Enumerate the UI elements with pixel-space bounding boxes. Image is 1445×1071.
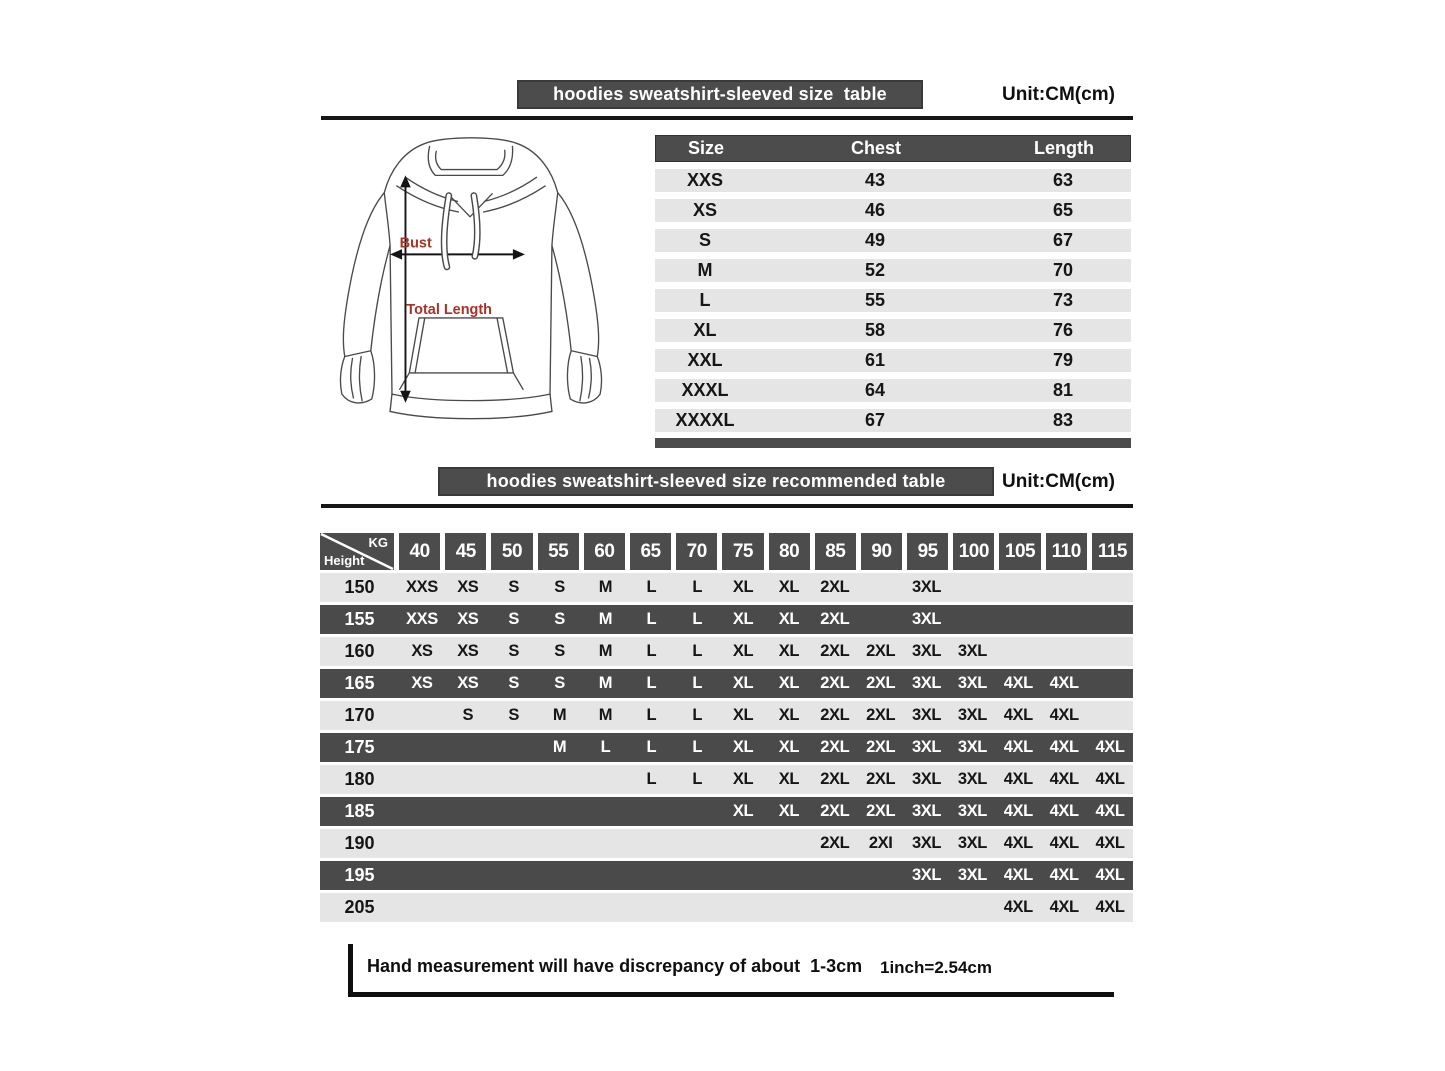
section1-title-bar	[517, 80, 923, 109]
section2-unit-label: Unit:CM(cm)	[1002, 471, 1115, 492]
recommended-size-cell: 3XL	[957, 770, 987, 788]
size-table-row	[655, 409, 1131, 432]
recommended-size-cell: 3XL	[957, 866, 987, 884]
recommended-size-cell: L	[646, 706, 657, 724]
chest-cell: 67	[864, 410, 886, 430]
recommended-size-cell: S	[554, 642, 565, 660]
height-label-cell: 170	[344, 705, 375, 725]
height-label-cell: 205	[344, 897, 375, 917]
recommended-size-cell: XL	[732, 738, 754, 756]
size-table-row	[655, 379, 1131, 402]
matrix-row	[320, 669, 1133, 698]
recommended-size-cell: 2XL	[820, 706, 850, 724]
footer-accent-bar	[348, 944, 353, 997]
length-cell: 79	[1052, 350, 1074, 370]
recommended-size-cell: M	[552, 706, 567, 724]
size-cell: S	[698, 230, 711, 250]
recommended-size-cell: 2XL	[866, 706, 896, 724]
matrix-row	[320, 573, 1133, 602]
recommended-size-cell: 4XL	[1003, 866, 1033, 884]
weight-header-cell: 110	[1046, 533, 1087, 570]
recommended-size-cell: S	[554, 674, 565, 692]
recommended-size-cell: S	[508, 674, 519, 692]
weight-header-cell: 70	[676, 533, 717, 570]
recommended-size-cell: S	[462, 706, 474, 724]
chest-cell: 52	[864, 260, 886, 280]
size-table-row	[655, 319, 1131, 342]
corner-height-label: Height	[324, 553, 365, 568]
recommended-size-cell: 2XL	[820, 770, 850, 788]
recommended-size-matrix	[320, 533, 1133, 922]
recommended-size-cell: 4XL	[1003, 898, 1033, 916]
recommended-size-cell: L	[646, 578, 657, 596]
recommended-size-cell: 2XL	[820, 578, 850, 596]
weight-header-cell: 60	[584, 533, 625, 570]
recommended-size-cell: S	[508, 578, 519, 596]
length-cell: 76	[1052, 320, 1074, 340]
matrix-row	[320, 861, 1133, 890]
recommended-size-cell: XXS	[406, 610, 438, 628]
recommended-size-cell: 3XL	[912, 834, 942, 852]
recommended-size-cell: 2XL	[820, 674, 850, 692]
size-cell: L	[699, 290, 711, 310]
size-table-body	[655, 169, 1131, 432]
size-table-header-size: Size	[687, 138, 725, 158]
recommended-size-cell: XL	[732, 642, 754, 660]
matrix-row	[320, 701, 1133, 730]
size-cell: XL	[693, 320, 717, 340]
matrix-body	[320, 573, 1133, 922]
recommended-size-cell: XXS	[406, 578, 438, 596]
weight-header-cell: 95	[907, 533, 948, 570]
weight-header-cell: 40	[399, 533, 440, 570]
recommended-size-cell: 2XL	[866, 738, 896, 756]
size-cell: XXXL	[681, 380, 729, 400]
recommended-size-cell: 3XL	[912, 674, 942, 692]
size-cell: XS	[692, 200, 717, 220]
recommended-size-cell: XS	[457, 610, 479, 628]
length-cell: 83	[1052, 410, 1074, 430]
inch-conversion-note: 1inch=2.54cm	[880, 958, 992, 977]
recommended-size-cell: XL	[732, 802, 754, 820]
recommended-size-cell: L	[646, 610, 657, 628]
matrix-row	[320, 797, 1133, 826]
recommended-size-cell: M	[598, 674, 613, 692]
length-cell: 81	[1052, 380, 1074, 400]
recommended-size-cell: XL	[732, 770, 754, 788]
corner-kg-label: KG	[368, 535, 388, 550]
length-cell: 65	[1052, 200, 1074, 220]
matrix-corner-cell	[320, 533, 394, 570]
weight-header-cell: 85	[815, 533, 856, 570]
section1-unit-label: Unit:CM(cm)	[1002, 84, 1115, 105]
recommended-size-cell: L	[646, 738, 657, 756]
recommended-size-cell: S	[554, 578, 565, 596]
weight-header-cell: 105	[999, 533, 1040, 570]
height-label-cell: 175	[344, 737, 375, 757]
recommended-size-cell: 3XL	[957, 674, 987, 692]
matrix-row	[320, 733, 1133, 762]
recommended-size-cell: L	[692, 706, 703, 724]
recommended-size-cell: 3XL	[912, 578, 942, 596]
recommended-size-cell: XL	[778, 770, 800, 788]
recommended-size-cell: 4XL	[1095, 738, 1125, 756]
recommended-size-cell: XL	[732, 610, 754, 628]
size-table-row	[655, 169, 1131, 192]
height-label-cell: 165	[344, 673, 375, 693]
recommended-size-cell: L	[600, 738, 611, 756]
recommended-size-cell: 3XL	[912, 866, 942, 884]
recommended-size-cell: L	[692, 674, 703, 692]
recommended-size-cell: XL	[732, 578, 754, 596]
recommended-size-cell: XL	[778, 642, 800, 660]
recommended-size-cell: 3XL	[912, 706, 942, 724]
recommended-size-cell: 2XL	[866, 642, 896, 660]
recommended-size-cell: 4XL	[1095, 770, 1125, 788]
recommended-size-cell: 4XL	[1095, 866, 1125, 884]
recommended-size-cell: 2XI	[868, 834, 893, 852]
recommended-size-cell: 2XL	[866, 770, 896, 788]
recommended-size-cell: 3XL	[912, 802, 942, 820]
chest-cell: 58	[864, 320, 886, 340]
weight-header-cell: 80	[769, 533, 810, 570]
recommended-size-cell: XL	[778, 706, 800, 724]
recommended-size-cell: XL	[778, 674, 800, 692]
recommended-size-cell: XS	[411, 674, 433, 692]
size-table-header-chest: Chest	[850, 138, 901, 158]
chest-cell: 46	[864, 200, 886, 220]
section2-title-bar	[438, 467, 994, 496]
height-label-cell: 195	[344, 865, 375, 885]
matrix-row	[320, 605, 1133, 634]
recommended-size-cell: S	[554, 610, 565, 628]
recommended-size-cell: S	[508, 706, 519, 724]
weight-header-cell: 115	[1092, 533, 1133, 570]
recommended-size-cell: XL	[778, 578, 800, 596]
size-table-row	[655, 259, 1131, 282]
recommended-size-cell: L	[692, 578, 703, 596]
recommended-size-cell: 2XL	[866, 674, 896, 692]
chest-cell: 43	[864, 170, 886, 190]
recommended-size-cell: 4XL	[1049, 770, 1079, 788]
recommended-size-cell: 4XL	[1049, 674, 1079, 692]
weight-header-cell: 65	[630, 533, 671, 570]
recommended-size-cell: 3XL	[912, 610, 942, 628]
size-cell: XXXXL	[675, 410, 735, 430]
size-table-footer-bar	[655, 438, 1131, 448]
weight-header-cell: 50	[491, 533, 532, 570]
size-cell: XXS	[686, 170, 724, 190]
recommended-size-cell: L	[692, 642, 703, 660]
recommended-size-cell: 4XL	[1049, 802, 1079, 820]
recommended-size-cell: XL	[778, 802, 800, 820]
recommended-size-cell: 3XL	[957, 802, 987, 820]
recommended-size-cell: 2XL	[820, 610, 850, 628]
length-cell: 67	[1052, 230, 1074, 250]
recommended-size-cell: XS	[457, 578, 479, 596]
recommended-size-cell: M	[598, 578, 613, 596]
recommended-size-cell: XS	[411, 642, 433, 660]
recommended-size-cell: 4XL	[1003, 802, 1033, 820]
chest-cell: 49	[864, 230, 886, 250]
weight-header-cell: 75	[722, 533, 763, 570]
matrix-row	[320, 765, 1133, 794]
recommended-size-cell: 4XL	[1095, 834, 1125, 852]
recommended-size-cell: 4XL	[1003, 834, 1033, 852]
section1-title: hoodies sweatshirt-sleeved size table	[553, 84, 887, 104]
recommended-size-cell: 4XL	[1049, 834, 1079, 852]
hoodie-outline	[340, 138, 601, 419]
recommended-size-cell: XL	[732, 674, 754, 692]
recommended-size-cell: 4XL	[1003, 770, 1033, 788]
matrix-row	[320, 893, 1133, 922]
recommended-size-cell: 3XL	[957, 706, 987, 724]
recommended-size-cell: 3XL	[912, 642, 942, 660]
total-length-label: Total Length	[406, 302, 492, 319]
recommended-size-cell: 3XL	[957, 738, 987, 756]
measurement-note: Hand measurement will have discrepancy of about 1-3cm	[367, 956, 863, 976]
recommended-size-cell: 2XL	[820, 738, 850, 756]
chest-cell: 64	[864, 380, 886, 400]
section2-title: hoodies sweatshirt-sleeved size recommended table	[486, 471, 946, 491]
recommended-size-cell: L	[646, 674, 657, 692]
recommended-size-cell: S	[508, 642, 519, 660]
bust-label: Bust	[399, 235, 432, 252]
recommended-size-cell: 3XL	[957, 642, 987, 660]
recommended-size-cell: 4XL	[1049, 898, 1079, 916]
weight-header-cell: 55	[538, 533, 579, 570]
recommended-size-cell: S	[508, 610, 519, 628]
recommended-size-cell: 4XL	[1049, 866, 1079, 884]
recommended-size-cell: 3XL	[912, 738, 942, 756]
length-cell: 73	[1052, 290, 1074, 310]
recommended-size-cell: L	[692, 738, 703, 756]
matrix-row	[320, 829, 1133, 858]
recommended-size-cell: XL	[778, 610, 800, 628]
height-label-cell: 185	[344, 801, 375, 821]
recommended-size-cell: 2XL	[820, 642, 850, 660]
recommended-size-cell: M	[598, 706, 613, 724]
height-label-cell: 150	[344, 577, 375, 597]
recommended-size-cell: XS	[457, 642, 479, 660]
size-table	[655, 135, 1131, 448]
size-table-row	[655, 289, 1131, 312]
recommended-size-cell: L	[692, 610, 703, 628]
recommended-size-cell: 3XL	[912, 770, 942, 788]
size-table-row	[655, 349, 1131, 372]
length-cell: 70	[1052, 260, 1074, 280]
matrix-row	[320, 637, 1133, 666]
recommended-size-cell: L	[692, 770, 703, 788]
height-label-cell: 180	[344, 769, 375, 789]
size-cell: M	[697, 260, 713, 280]
recommended-size-cell: XS	[457, 674, 479, 692]
weight-header-cell: 90	[861, 533, 902, 570]
height-label-cell: 155	[344, 609, 375, 629]
size-table-row	[655, 199, 1131, 222]
recommended-size-cell: 4XL	[1095, 898, 1125, 916]
recommended-size-cell: 2XL	[820, 802, 850, 820]
chest-cell: 61	[864, 350, 886, 370]
recommended-size-cell: 4XL	[1003, 738, 1033, 756]
recommended-size-cell: XL	[732, 706, 754, 724]
recommended-size-cell: 2XL	[820, 834, 850, 852]
recommended-size-cell: 4XL	[1049, 738, 1079, 756]
height-label-cell: 190	[344, 833, 375, 853]
recommended-size-cell: 4XL	[1095, 802, 1125, 820]
size-cell: XXL	[687, 350, 723, 370]
matrix-header-row	[320, 533, 1133, 570]
weight-header-cell: 45	[445, 533, 486, 570]
size-table-header	[655, 135, 1131, 162]
recommended-size-cell: 3XL	[957, 834, 987, 852]
footer-underline	[348, 992, 1114, 997]
weight-header-cell: 100	[953, 533, 994, 570]
chest-cell: 55	[864, 290, 886, 310]
recommended-size-cell: M	[552, 738, 567, 756]
recommended-size-cell: L	[646, 770, 657, 788]
recommended-size-cell: L	[646, 642, 657, 660]
hoodie-measurement-diagram	[332, 132, 610, 450]
recommended-size-cell: XL	[778, 738, 800, 756]
section2-divider	[321, 504, 1133, 508]
height-label-cell: 160	[344, 641, 375, 661]
size-table-header-length: Length	[1034, 138, 1094, 158]
size-table-row	[655, 229, 1131, 252]
recommended-size-cell: 4XL	[1003, 674, 1033, 692]
recommended-size-cell: M	[598, 642, 613, 660]
length-cell: 63	[1052, 170, 1074, 190]
recommended-size-cell: 4XL	[1049, 706, 1079, 724]
recommended-size-cell: 2XL	[866, 802, 896, 820]
section1-divider	[321, 116, 1133, 120]
recommended-size-cell: M	[598, 610, 613, 628]
recommended-size-cell: 4XL	[1003, 706, 1033, 724]
